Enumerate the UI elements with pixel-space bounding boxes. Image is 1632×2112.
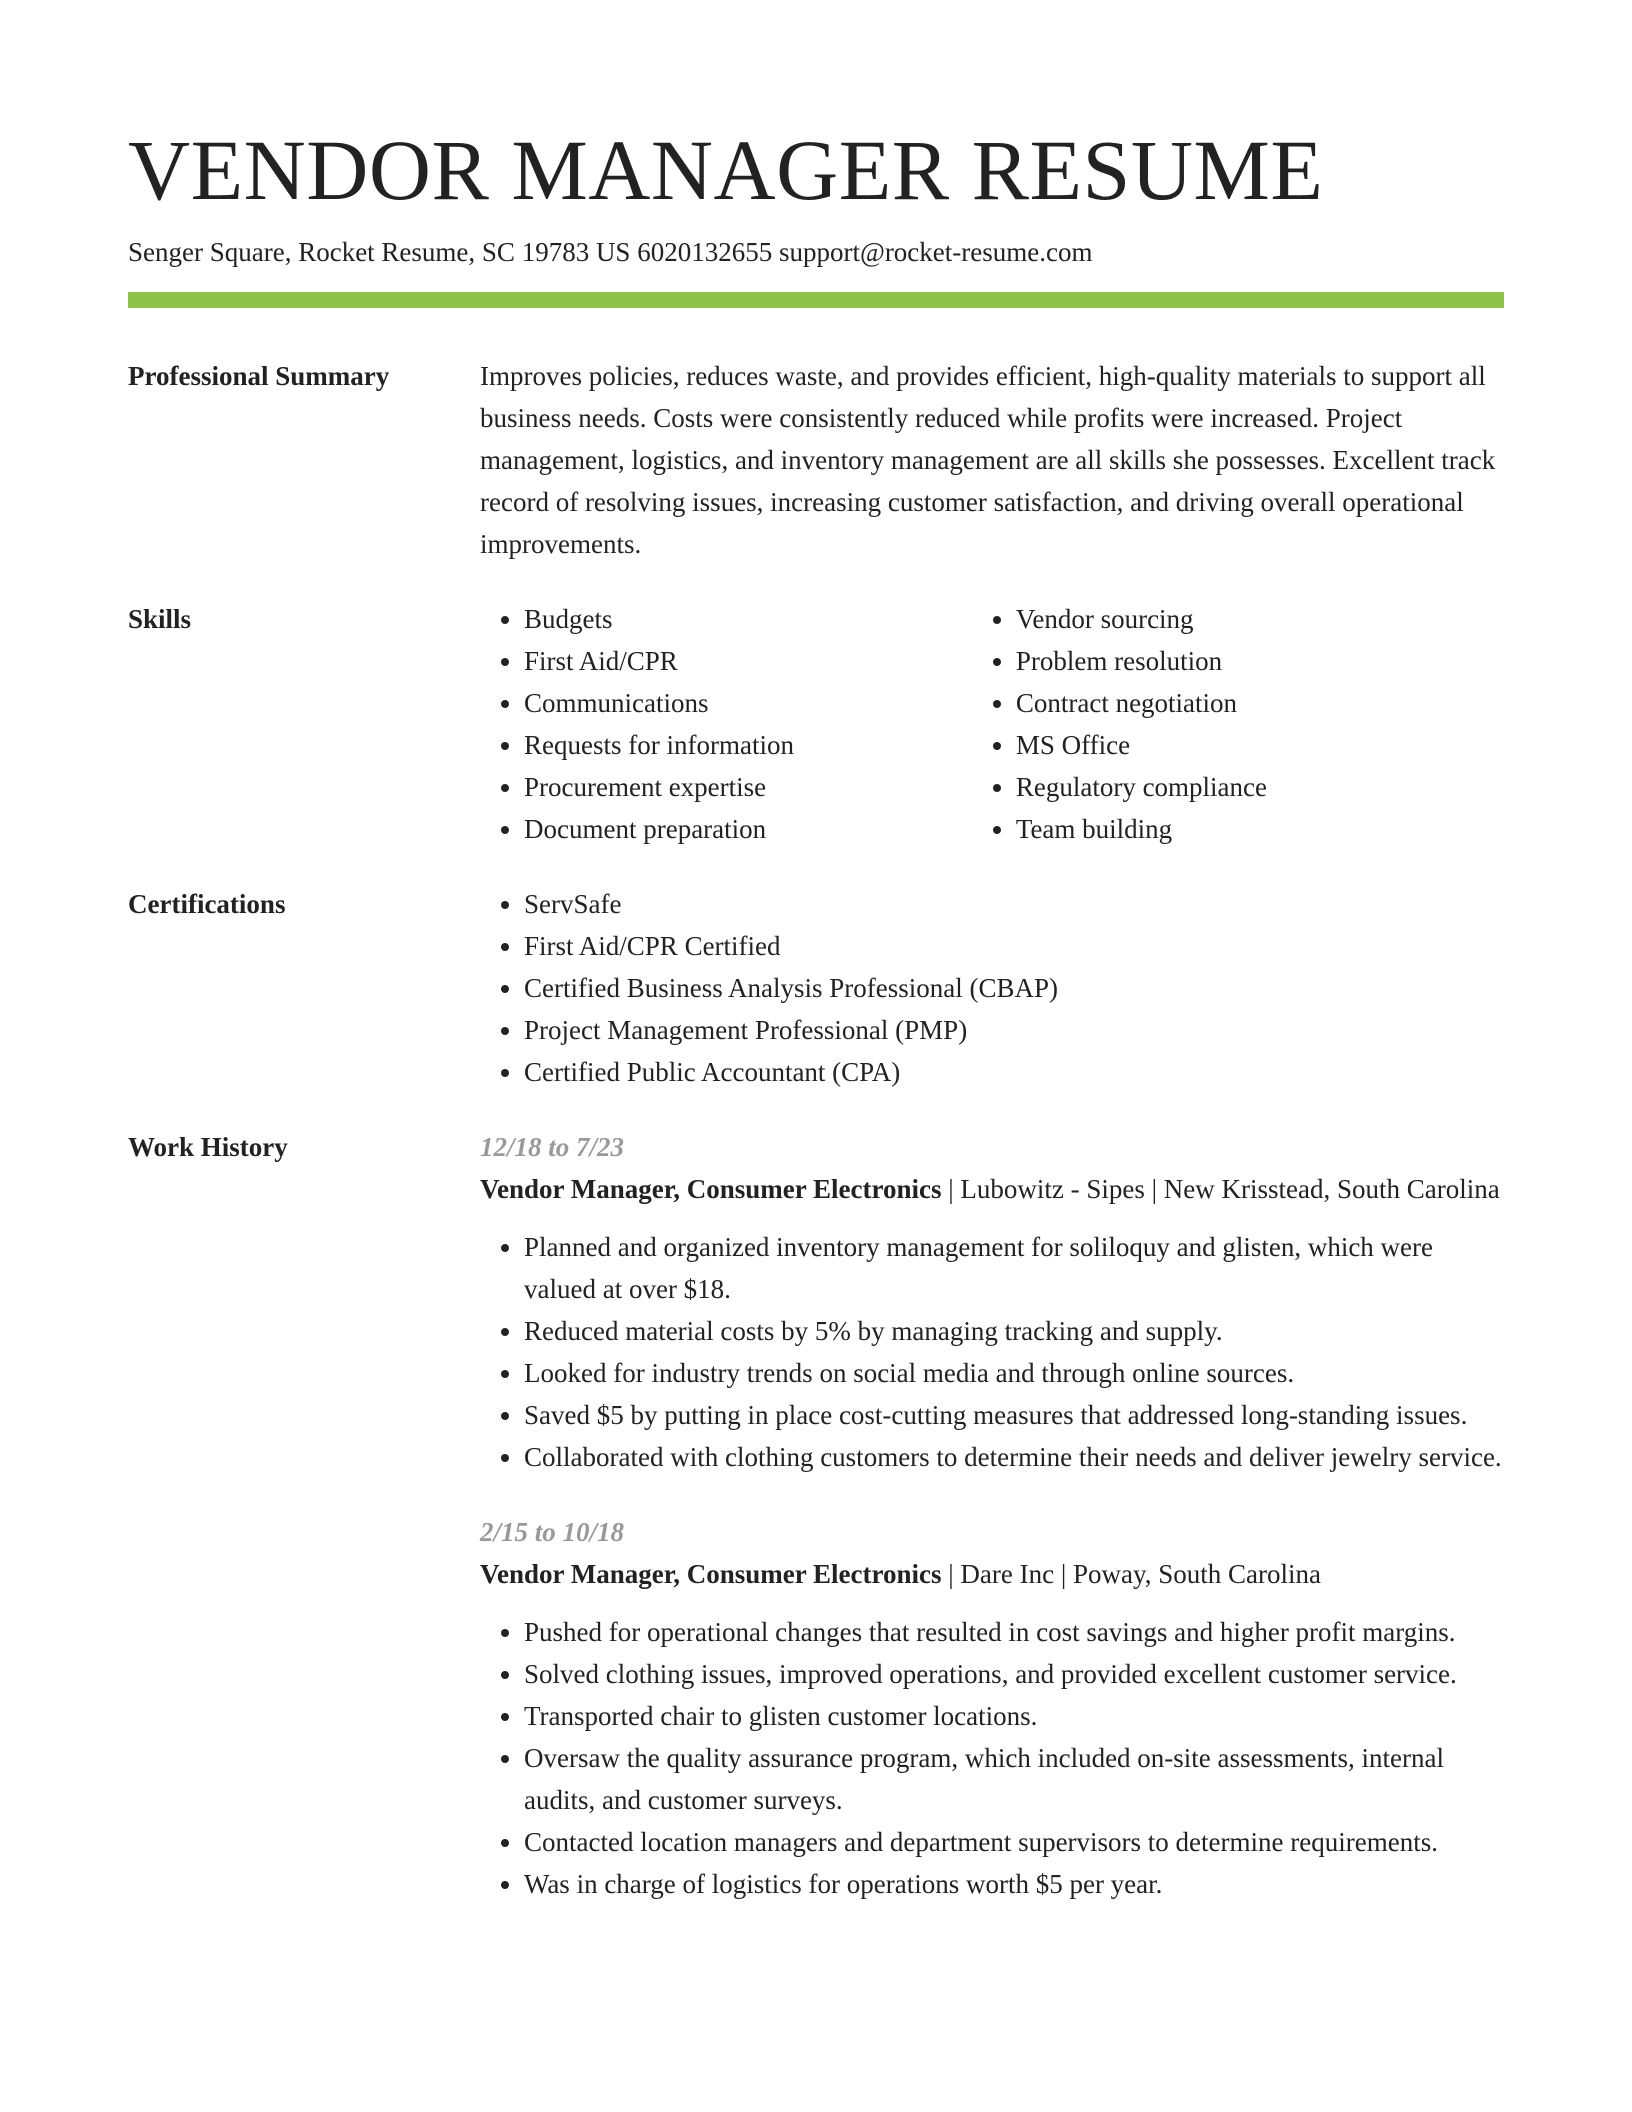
job-bullet: • Reduced material costs by 5% by managing tracking and supply. xyxy=(524,1310,1504,1352)
skill-item: • Communications xyxy=(524,682,956,724)
job-entry xyxy=(480,1126,1504,1478)
job-employer-location: | Dare Inc | Poway, South Carolina xyxy=(941,1559,1321,1589)
skill-item: • Budgets xyxy=(524,598,956,640)
certifications-list xyxy=(480,883,1504,1093)
job-dates: 12/18 to 7/23 xyxy=(480,1132,625,1162)
certification-item: • First Aid/CPR Certified xyxy=(524,925,1504,967)
job-bullet: • Oversaw the quality assurance program, which included on-site assessments, internal audits, and customer surveys. xyxy=(524,1737,1504,1821)
skill-item: • MS Office xyxy=(1016,724,1504,766)
job-bullets xyxy=(480,1611,1504,1905)
job-heading xyxy=(480,1168,1504,1210)
section-label-work-history: Work History xyxy=(128,1132,288,1162)
skill-item: • Vendor sourcing xyxy=(1016,598,1504,640)
skill-item: • Regulatory compliance xyxy=(1016,766,1504,808)
header-divider xyxy=(128,292,1504,308)
summary-section xyxy=(128,355,1504,565)
job-bullet: • Collaborated with clothing customers to determine their needs and deliver jewelry service. xyxy=(524,1436,1504,1478)
skill-item: • Team building xyxy=(1016,808,1504,850)
work-history-body xyxy=(480,1126,1504,1905)
job-title: Vendor Manager, Consumer Electronics xyxy=(480,1559,942,1589)
section-label-skills: Skills xyxy=(128,604,192,634)
certification-item: • Certified Public Accountant (CPA) xyxy=(524,1051,1504,1093)
job-dates: 2/15 to 10/18 xyxy=(480,1517,625,1547)
certification-item: • Certified Business Analysis Professional (CBAP) xyxy=(524,967,1504,1009)
certifications-body xyxy=(480,883,1504,1093)
section-label-certifications: Certifications xyxy=(128,889,286,919)
certification-item: • Project Management Professional (PMP) xyxy=(524,1009,1504,1051)
skills-section xyxy=(128,598,1504,850)
job-bullet: • Saved $5 by putting in place cost-cutting measures that addressed long-standing issues. xyxy=(524,1394,1504,1436)
job-bullets xyxy=(480,1226,1504,1478)
skill-item: • First Aid/CPR xyxy=(524,640,956,682)
skill-item: • Contract negotiation xyxy=(1016,682,1504,724)
summary-text: Improves policies, reduces waste, and provides efficient, high-quality materials to support all business needs. Costs were consistently reduced while profits were increased. Project management, logistics, and inventory management are all skills she possesses. Excellent track record of resolving issues, increasing customer satisfaction, and driving overall operational improvements. xyxy=(480,361,1496,559)
job-bullet: • Planned and organized inventory management for soliloquy and glisten, which were valued at over $18. xyxy=(524,1226,1504,1310)
contact-line: Senger Square, Rocket Resume, SC 19783 US 6020132655 support@rocket-resume.com xyxy=(128,237,1093,267)
job-bullet: • Looked for industry trends on social media and through online sources. xyxy=(524,1352,1504,1394)
job-bullet: • Solved clothing issues, improved operations, and provided excellent customer service. xyxy=(524,1653,1504,1695)
job-bullet: • Pushed for operational changes that resulted in cost savings and higher profit margins. xyxy=(524,1611,1504,1653)
skills-list-right xyxy=(956,598,1504,850)
job-title: Vendor Manager, Consumer Electronics xyxy=(480,1174,942,1204)
section-label-summary: Professional Summary xyxy=(128,361,390,391)
job-heading xyxy=(480,1553,1504,1595)
skill-item: • Problem resolution xyxy=(1016,640,1504,682)
job-bullet: • Was in charge of logistics for operations worth $5 per year. xyxy=(524,1863,1504,1905)
job-bullet: • Contacted location managers and department supervisors to determine requirements. xyxy=(524,1821,1504,1863)
job-bullet: • Transported chair to glisten customer locations. xyxy=(524,1695,1504,1737)
skill-item: • Document preparation xyxy=(524,808,956,850)
resume-page xyxy=(128,120,1504,1905)
job-entry xyxy=(480,1511,1504,1905)
skills-list-left xyxy=(480,598,956,850)
certification-item: • ServSafe xyxy=(524,883,1504,925)
summary-body xyxy=(480,355,1504,565)
skills-columns xyxy=(480,598,1504,850)
work-history-section xyxy=(128,1126,1504,1905)
skill-item: • Requests for information xyxy=(524,724,956,766)
skill-item: • Procurement expertise xyxy=(524,766,956,808)
certifications-section xyxy=(128,883,1504,1093)
resume-title: VENDOR MANAGER RESUME xyxy=(128,122,1324,218)
job-employer-location: | Lubowitz - Sipes | New Krisstead, South Carolina xyxy=(941,1174,1500,1204)
